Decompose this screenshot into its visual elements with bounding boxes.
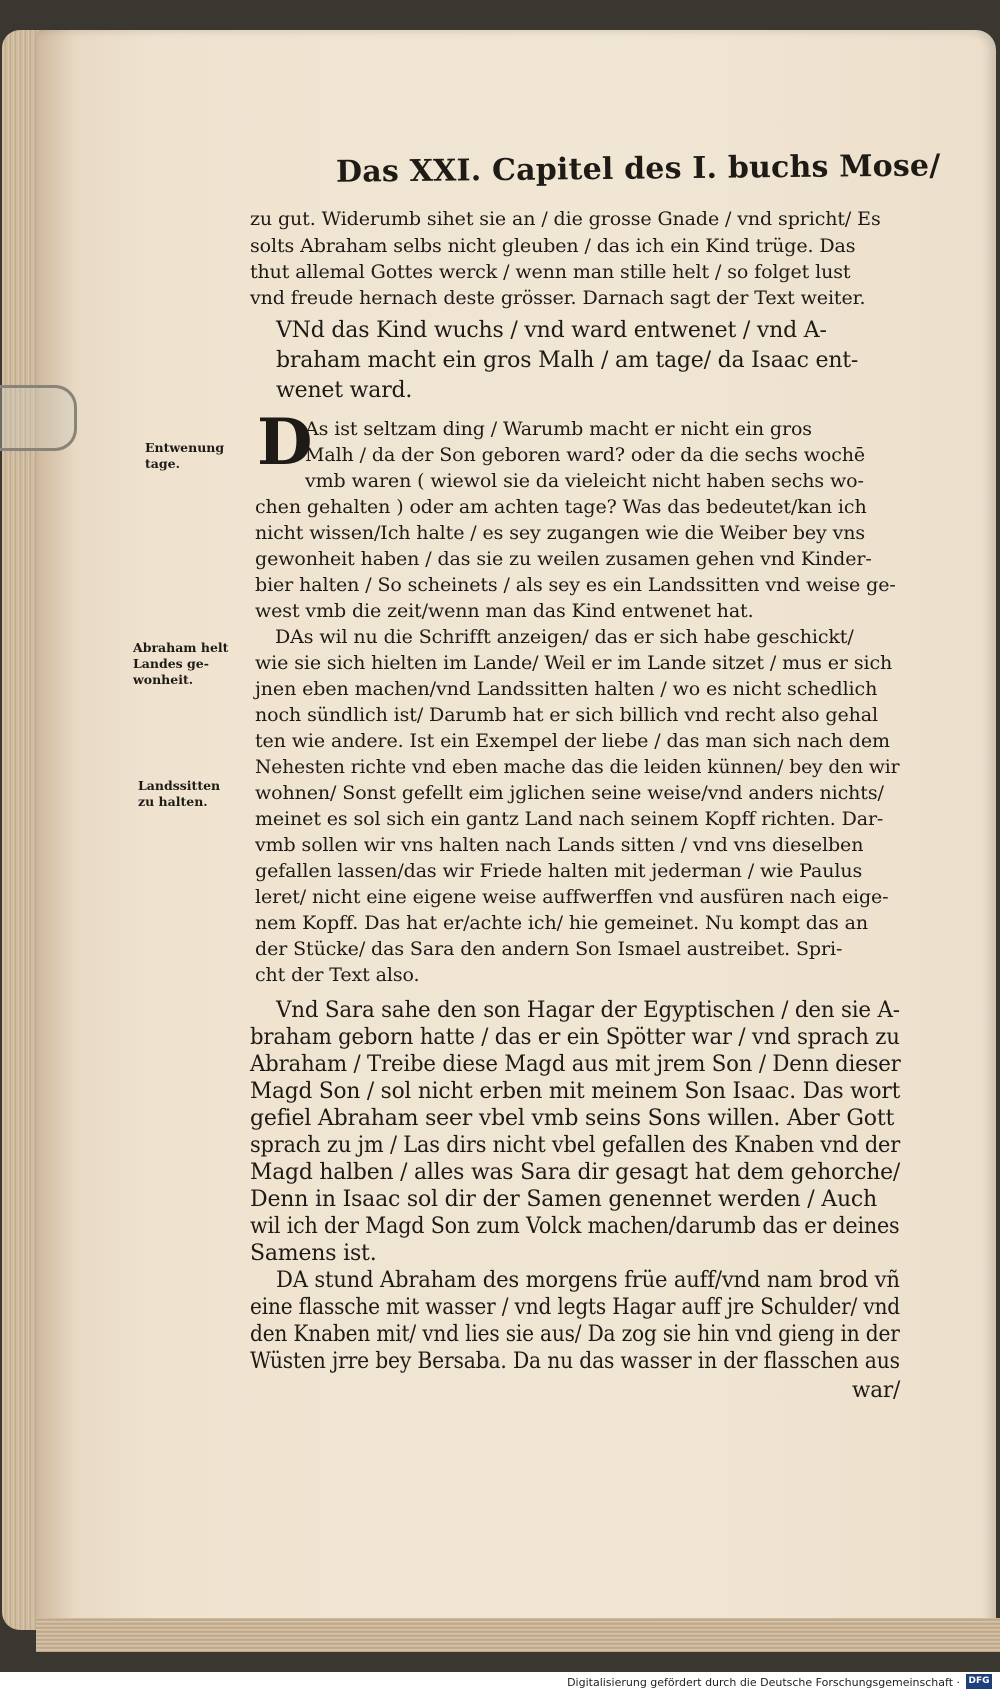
text-line: nem Kopff. Das hat er/achte ich/ hie gemeinet. Nu kompt das an: [255, 912, 869, 934]
text-line: cht der Text also.: [255, 964, 420, 986]
text-line: leret/ nicht eine eigene weise auffwerffen vnd ausfüren nach eige-: [255, 886, 889, 908]
margin-note-entwenung: [145, 440, 224, 472]
text-line: meinet es sol sich ein gantz Land nach seinem Kopff richten. Dar-: [255, 808, 884, 830]
dfg-logo-icon: DFG: [966, 1674, 992, 1689]
scripture-line: Wüsten jrre bey Bersaba. Da nu das wasser in der flasschen aus: [250, 1349, 900, 1374]
text-line: DAs wil nu die Schrifft anzeigen/ das er sich habe geschickt/: [275, 626, 854, 648]
text-line: der Stücke/ das Sara den andern Son Ismael austreibet. Spri-: [255, 938, 843, 960]
catchword: war/: [852, 1378, 901, 1403]
bookmark-tab: [0, 385, 77, 451]
text-line: vnd freude hernach deste grösser. Darnach sagt der Text weiter.: [250, 287, 866, 309]
scripture-line: den Knaben mit/ vnd lies sie aus/ Da zog sie hin vnd gieng in der: [250, 1322, 900, 1347]
text-line: west vmb die zeit/wenn man das Kind entwenet hat.: [255, 600, 754, 622]
dropcap-initial: D: [257, 405, 313, 480]
page-bottom-edges: [36, 1618, 1000, 1652]
text-line: wie sie sich hielten im Lande/ Weil er im Lande sitzet / mus er sich: [255, 652, 893, 674]
scripture-line: DA stund Abraham des morgens früe auff/vnd nam brod vñ: [276, 1268, 900, 1293]
text-line: jnen eben machen/vnd Landssitten halten / wo es nicht schedlich: [255, 678, 878, 700]
margin-note-line: Entwenung: [145, 440, 225, 455]
scripture-line: wil ich der Magd Son zum Volck machen/darumb das er deines: [250, 1214, 900, 1239]
scripture-line: Denn in Isaac sol dir der Samen genennet werden / Auch: [250, 1187, 878, 1212]
margin-note-line: tage.: [145, 456, 180, 471]
scripture-line: VNd das Kind wuchs / vnd ward entwenet / vnd A-: [276, 318, 827, 343]
text-line: zu gut. Widerumb sihet sie an / die grosse Gnade / vnd spricht/ Es: [250, 208, 881, 230]
text-line: vmb sollen wir vns halten nach Lands sitten / vnd vns dieselben: [255, 834, 864, 856]
text-line: vmb waren ( wiewol sie da vieleicht nicht haben sechs wo-: [305, 470, 864, 492]
margin-note-line: zu halten.: [138, 794, 208, 809]
text-line: solts Abraham selbs nicht gleuben / das ich ein Kind trüge. Das: [250, 235, 856, 257]
scripture-line: Magd Son / sol nicht erben mit meinem Son Isaac. Das wort: [250, 1079, 901, 1104]
scripture-line: sprach zu jm / Las dirs nicht vbel gefallen des Knaben vnd der: [250, 1133, 901, 1158]
text-line: gefallen lassen/das wir Friede halten mit jederman / wie Paulus: [255, 860, 863, 882]
text-line: thut allemal Gottes werck / wenn man stille helt / so folget lust: [250, 261, 851, 283]
text-line: Malh / da der Son geboren ward? oder da die sechs wochē: [305, 444, 866, 466]
text-line: nicht wissen/Ich halte / es sey zugangen wie die Weiber bey vns: [255, 522, 866, 544]
margin-note-line: wonheit.: [133, 672, 194, 687]
margin-note-abraham: [133, 640, 228, 688]
margin-note-landssitten: [138, 778, 220, 810]
scripture-line: braham macht ein gros Malh / am tage/ da Isaac ent-: [276, 348, 859, 373]
scripture-line: Vnd Sara sahe den son Hagar der Egyptischen / den sie A-: [276, 998, 900, 1023]
text-line: gewonheit haben / das sie zu weilen zusamen gehen vnd Kinder-: [255, 548, 872, 570]
scripture-line: wenet ward.: [276, 378, 413, 403]
footer-credit: Digitalisierung gefördert durch die Deutsche Forschungsgemeinschaft ·: [567, 1676, 960, 1689]
scripture-line: braham geborn hatte / das er ein Spötter war / vnd sprach zu: [250, 1025, 900, 1050]
text-line: noch sündlich ist/ Darumb hat er sich billich vnd recht also gehal: [255, 704, 878, 726]
scripture-line: eine flassche mit wasser / vnd legts Hagar auff jre Schulder/ vnd: [250, 1295, 900, 1320]
text-line: bier halten / So scheinets / als sey es ein Landssitten vnd weise ge-: [255, 574, 896, 596]
scripture-line: Magd halben / alles was Sara dir gesagt hat dem gehorche/: [250, 1160, 901, 1185]
page-header: Das XXI. Capitel des I. buchs Mose/: [335, 148, 941, 190]
scripture-line: Abraham / Treibe diese Magd aus mit jrem Son / Denn dieser: [250, 1052, 901, 1077]
text-line: ten wie andere. Ist ein Exempel der liebe / das man sich nach dem: [255, 730, 890, 752]
scripture-line: gefiel Abraham seer vbel vmb seins Sons willen. Aber Gott: [250, 1106, 895, 1131]
text-line: Nehesten richte vnd eben mache das die leiden künnen/ bey den wir: [255, 756, 900, 778]
text-line: chen gehalten ) oder am achten tage? Was das bedeutet/kan ich: [255, 496, 867, 518]
margin-note-line: Landssitten: [138, 778, 221, 793]
margin-note-line: Abraham helt: [133, 640, 229, 655]
scripture-line: Samens ist.: [250, 1241, 377, 1266]
margin-note-line: Landes ge-: [133, 656, 209, 671]
text-line: wohnen/ Sonst gefellt eim jglichen seine weise/vnd anders nichts/: [255, 782, 884, 804]
text-line: As ist seltzam ding / Warumb macht er nicht ein gros: [305, 418, 812, 440]
